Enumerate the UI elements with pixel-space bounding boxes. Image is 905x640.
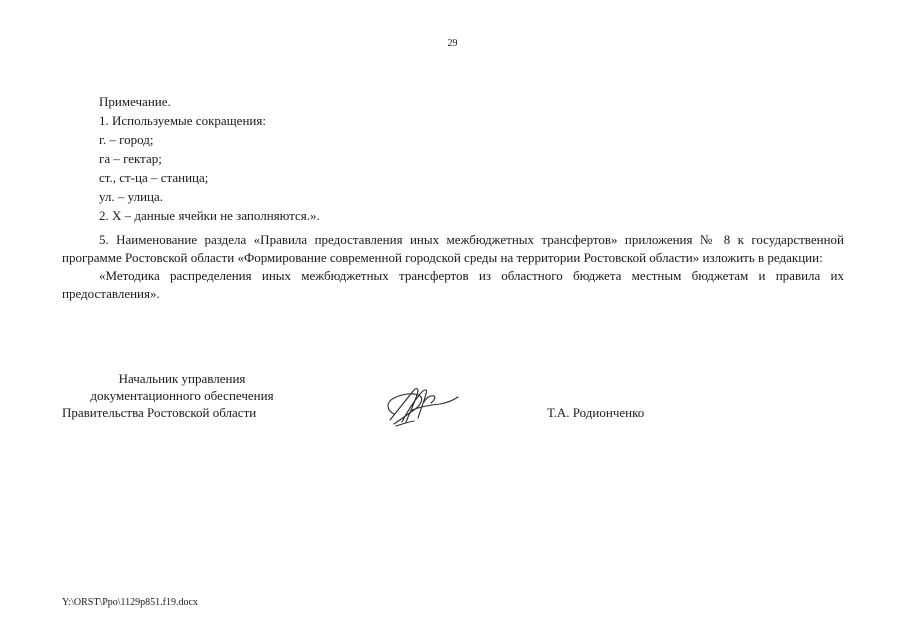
section-5-paragraph: 5. Наименование раздела «Правила предоставления иных межбюджетных трансфертов» приложения № 8 к государственной программе Ростовской области «Формирование современной городской среды на территории Ростовской области» изложить в редакции: xyxy=(62,232,844,265)
note-abbreviations-title: 1. Используемые сокращения: xyxy=(99,113,266,128)
note-abbreviation-hectare: га – гектар; xyxy=(99,151,162,166)
signatory-position xyxy=(62,370,302,421)
note-block xyxy=(99,92,859,225)
signatory-name: Т.А. Родионченко xyxy=(547,405,645,420)
note-abbreviation-stanitsa: ст., ст-ца – станица; xyxy=(99,170,209,185)
signatory-position-line-1: Начальник управления xyxy=(118,371,246,386)
file-path-footer: Y:\ORST\Ppo\1129p851.f19.docx xyxy=(62,597,198,608)
page-number: 29 xyxy=(447,38,458,49)
handwritten-signature-icon xyxy=(380,380,464,430)
signatory-position-line-3: Правительства Ростовской области xyxy=(62,405,257,420)
note-abbreviation-city: г. – город; xyxy=(99,132,154,147)
note-heading: Примечание. xyxy=(99,94,171,109)
signatory-position-line-2: документационного обеспечения xyxy=(90,388,274,403)
section-5-text xyxy=(62,231,844,303)
note-empty-cells: 2. Х – данные ячейки не заполняются.». xyxy=(99,208,320,223)
note-abbreviation-street: ул. – улица. xyxy=(99,189,164,204)
section-5-new-title: «Методика распределения иных межбюджетных трансфертов из областного бюджета местным бюджетам и правила их предоставления». xyxy=(62,268,844,301)
